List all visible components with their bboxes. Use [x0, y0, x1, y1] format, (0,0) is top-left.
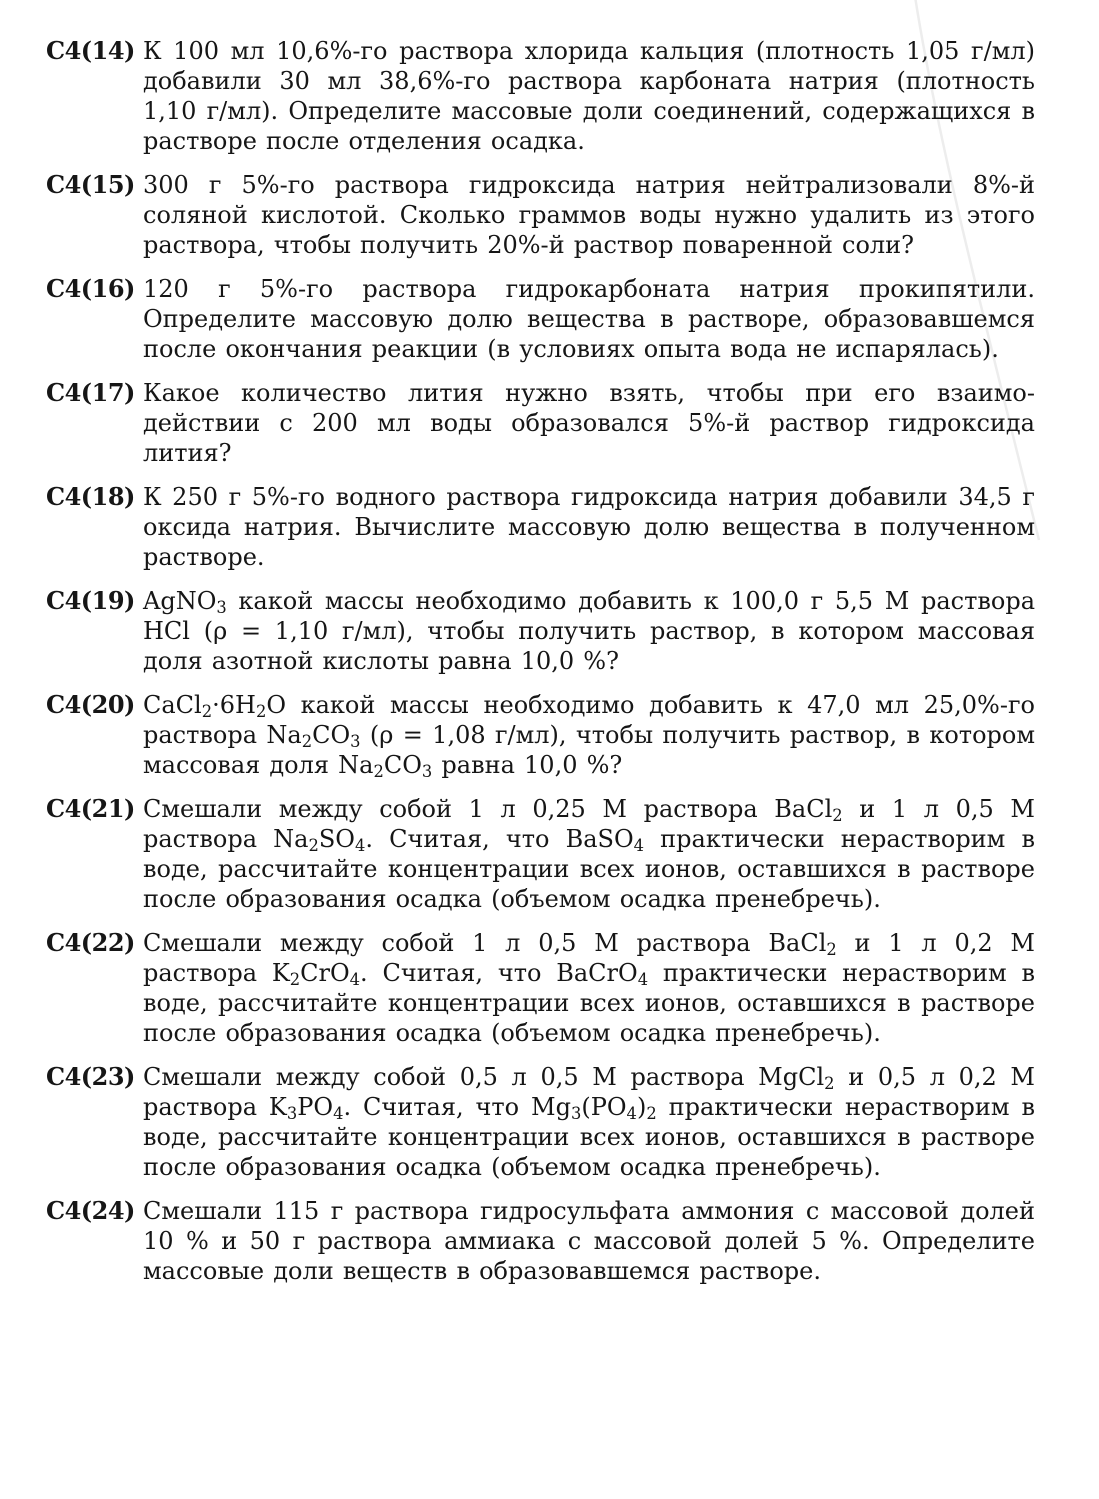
problem-label: С4(14) — [46, 36, 135, 65]
problem-text: $CaCl_2\cdot 6H_2O$ какой массы необходимо добавить к 47,0 мл 25,0%-го раствора $Na_2CO_3$ (ρ = 1,08 г/мл), чтобы получить раствор, в котором массовая доля $Na_2CO_3$ равна 10,0 %? — [143, 691, 1036, 782]
problem-item — [46, 690, 1035, 780]
problem-item — [46, 170, 1035, 260]
problem-item — [46, 274, 1035, 364]
problem-text: AgNO$_3$ какой массы необходимо добавить к 100,0 г 5,5 М раствора HCl (ρ = 1,10 г/мл), чтобы получить раствор, в котором массовая доля азотной кислоты равна 10,0 %? — [143, 587, 1035, 675]
problem-label: С4(16) — [46, 274, 135, 303]
problem-text: Смешали между собой 1 л 0,5 М раствора BaCl$_2$ и 1 л 0,2 М раствора $K_2CrO_4$. Считая, что BaCrO$_4$ практически нерастворим в воде, рассчитайте концентрации всех ионов, оставшихся в растворе после образования осадка (объемом осадка пренебречь). — [143, 929, 1035, 1047]
problem-label: С4(19) — [46, 586, 135, 615]
problem-item — [46, 794, 1035, 914]
problem-text: Какое количество лития нужно взять, чтобы при его взаимодействии с 200 мл воды образовался 5%-й раствор гидроксида лития? — [143, 379, 1035, 467]
problem-label: С4(22) — [46, 928, 135, 957]
problem-label: С4(20) — [46, 690, 135, 719]
problem-label: С4(17) — [46, 378, 135, 407]
problem-label: С4(23) — [46, 1062, 135, 1091]
problem-text: 120 г 5%-го раствора гидрокарбоната натрия прокипятили. Определите массовую долю вещества в растворе, образовавшемся после окончания реакции (в условиях опыта вода не испарялась). — [143, 275, 1035, 363]
problem-item — [46, 1062, 1035, 1182]
problem-text: 300 г 5%-го раствора гидроксида натрия нейтрализовали 8%-й соляной кислотой. Сколько граммов воды нужно удалить из этого раствора, чтобы получить 20%-й раствор поваренной соли? — [143, 171, 1035, 259]
problem-item — [46, 378, 1035, 468]
problem-label: С4(15) — [46, 170, 135, 199]
problem-item — [46, 482, 1035, 572]
problem-item — [46, 36, 1035, 156]
problem-list — [46, 36, 1035, 1286]
problem-label: С4(18) — [46, 482, 135, 511]
problem-item — [46, 928, 1035, 1048]
problem-item — [46, 1196, 1035, 1286]
problem-label: С4(24) — [46, 1196, 135, 1225]
problem-text: К 250 г 5%-го водного раствора гидроксида натрия добавили 34,5 г оксида натрия. Вычислите массовую долю вещества в полученном растворе. — [143, 483, 1035, 571]
problem-text: Смешали между собой 1 л 0,25 М раствора BaCl$_2$ и 1 л 0,5 М раствора $Na_2SO_4$. Считая, что BaSO$_4$ практически нерастворим в воде, рассчитайте концентрации всех ионов, оставшихся в растворе после образования осадка (объемом осадка пренебречь). — [143, 795, 1036, 913]
problem-label: С4(21) — [46, 794, 135, 823]
problem-text: Смешали 115 г раствора гидросульфата аммония с массовой долей 10 % и 50 г раствора аммиака с массовой долей 5 %. Определите массовые доли веществ в образовавшемся растворе. — [143, 1197, 1035, 1285]
problem-item — [46, 586, 1035, 676]
problem-text: Смешали между собой 0,5 л 0,5 М раствора MgCl$_2$ и 0,5 л 0,2 М раствора $K_3PO_4$. Считая, что $Mg_3(PO_4)_2$ практически нерастворим в воде, рассчитайте концентрации всех ионов, оставшихся в растворе после образования осадка (объемом осадка пренебречь). — [143, 1063, 1036, 1181]
problem-text: К 100 мл 10,6%-го раствора хлорида кальция (плотность 1,05 г/мл) добавили 30 мл 38,6%-го раствора карбоната натрия (плотность 1,10 г/мл). Определите массовые доли соединений, содержащихся в растворе после отделения осадка. — [143, 37, 1035, 155]
